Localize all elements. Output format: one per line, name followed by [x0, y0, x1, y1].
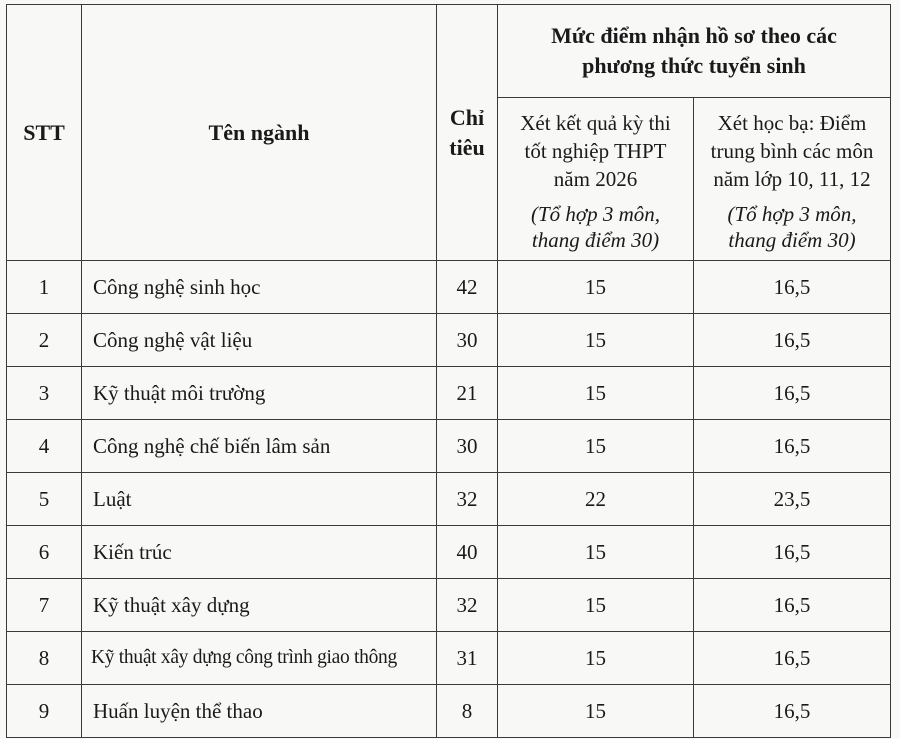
cell-quota: 32: [437, 473, 498, 526]
header-quota: [437, 5, 498, 261]
cell-hocba-score: 16,5: [694, 314, 891, 367]
table-row: [7, 632, 891, 685]
cell-hocba-score: 16,5: [694, 261, 891, 314]
cell-hocba-score: 16,5: [694, 579, 891, 632]
cell-stt: 2: [7, 314, 82, 367]
cell-thpt-score: 15: [498, 314, 694, 367]
header-method-thpt: [498, 98, 694, 261]
method1-note-line1: (Tổ hợp 3 môn,: [530, 202, 661, 226]
table-row: [7, 420, 891, 473]
header-quota-line1: Chỉ: [449, 104, 485, 130]
method2-line1: Xét học bạ: Điểm: [717, 111, 867, 135]
cell-stt: 9: [7, 685, 82, 738]
cell-hocba-score: 16,5: [694, 367, 891, 420]
cell-stt: 3: [7, 367, 82, 420]
header-score-group: [498, 5, 891, 98]
cell-thpt-score: 15: [498, 367, 694, 420]
cell-quota: 40: [437, 526, 498, 579]
header-major: Tên ngành: [82, 5, 437, 261]
table-row: [7, 261, 891, 314]
cell-stt: 7: [7, 579, 82, 632]
method2-line3: năm lớp 10, 11, 12: [713, 167, 871, 191]
cell-quota: 30: [437, 314, 498, 367]
cell-major: Kỹ thuật xây dựng công trình giao thông: [82, 632, 437, 685]
cell-quota: 8: [437, 685, 498, 738]
cell-stt: 1: [7, 261, 82, 314]
table-row: [7, 314, 891, 367]
admission-score-table: [6, 4, 891, 738]
cell-quota: 31: [437, 632, 498, 685]
header-method-hocba: [694, 98, 891, 261]
cell-quota: 30: [437, 420, 498, 473]
method1-note: [498, 201, 693, 253]
cell-thpt-score: 15: [498, 261, 694, 314]
cell-stt: 6: [7, 526, 82, 579]
cell-thpt-score: 15: [498, 632, 694, 685]
method2-line2: trung bình các môn: [710, 139, 874, 163]
cell-hocba-score: 16,5: [694, 632, 891, 685]
cell-major: Công nghệ chế biến lâm sản: [82, 420, 437, 473]
cell-major: Công nghệ vật liệu: [82, 314, 437, 367]
table-row: [7, 526, 891, 579]
header-group-line1: Mức điểm nhận hồ sơ theo các: [551, 23, 837, 48]
cell-stt: 5: [7, 473, 82, 526]
header-stt: STT: [7, 5, 82, 261]
method2-note: [694, 201, 890, 253]
method1-note-line2: thang điểm 30): [531, 228, 660, 252]
cell-thpt-score: 15: [498, 420, 694, 473]
cell-major: Công nghệ sinh học: [82, 261, 437, 314]
cell-stt: 4: [7, 420, 82, 473]
table-row: [7, 685, 891, 738]
table-row: [7, 473, 891, 526]
header-group-line2: phương thức tuyển sinh: [582, 53, 806, 78]
method1-line3: năm 2026: [553, 167, 638, 191]
cell-thpt-score: 15: [498, 579, 694, 632]
cell-major: Kỹ thuật xây dựng: [82, 579, 437, 632]
cell-quota: 21: [437, 367, 498, 420]
method2-note-line2: thang điểm 30): [728, 228, 856, 252]
method1-line2: tốt nghiệp THPT: [524, 139, 667, 163]
cell-thpt-score: 15: [498, 685, 694, 738]
cell-major: Kỹ thuật môi trường: [82, 367, 437, 420]
header-quota-line2: tiêu: [449, 134, 485, 160]
table-row: [7, 367, 891, 420]
cell-major: Kiến trúc: [82, 526, 437, 579]
table-row: [7, 579, 891, 632]
cell-hocba-score: 16,5: [694, 526, 891, 579]
cell-quota: 32: [437, 579, 498, 632]
method1-line1: Xét kết quả kỳ thi: [520, 111, 671, 135]
cell-stt: 8: [7, 632, 82, 685]
cell-major: Huấn luyện thể thao: [82, 685, 437, 738]
cell-quota: 42: [437, 261, 498, 314]
cell-thpt-score: 15: [498, 526, 694, 579]
cell-hocba-score: 16,5: [694, 420, 891, 473]
method2-note-line1: (Tổ hợp 3 môn,: [727, 202, 857, 226]
cell-major: Luật: [82, 473, 437, 526]
cell-hocba-score: 16,5: [694, 685, 891, 738]
cell-thpt-score: 22: [498, 473, 694, 526]
cell-hocba-score: 23,5: [694, 473, 891, 526]
